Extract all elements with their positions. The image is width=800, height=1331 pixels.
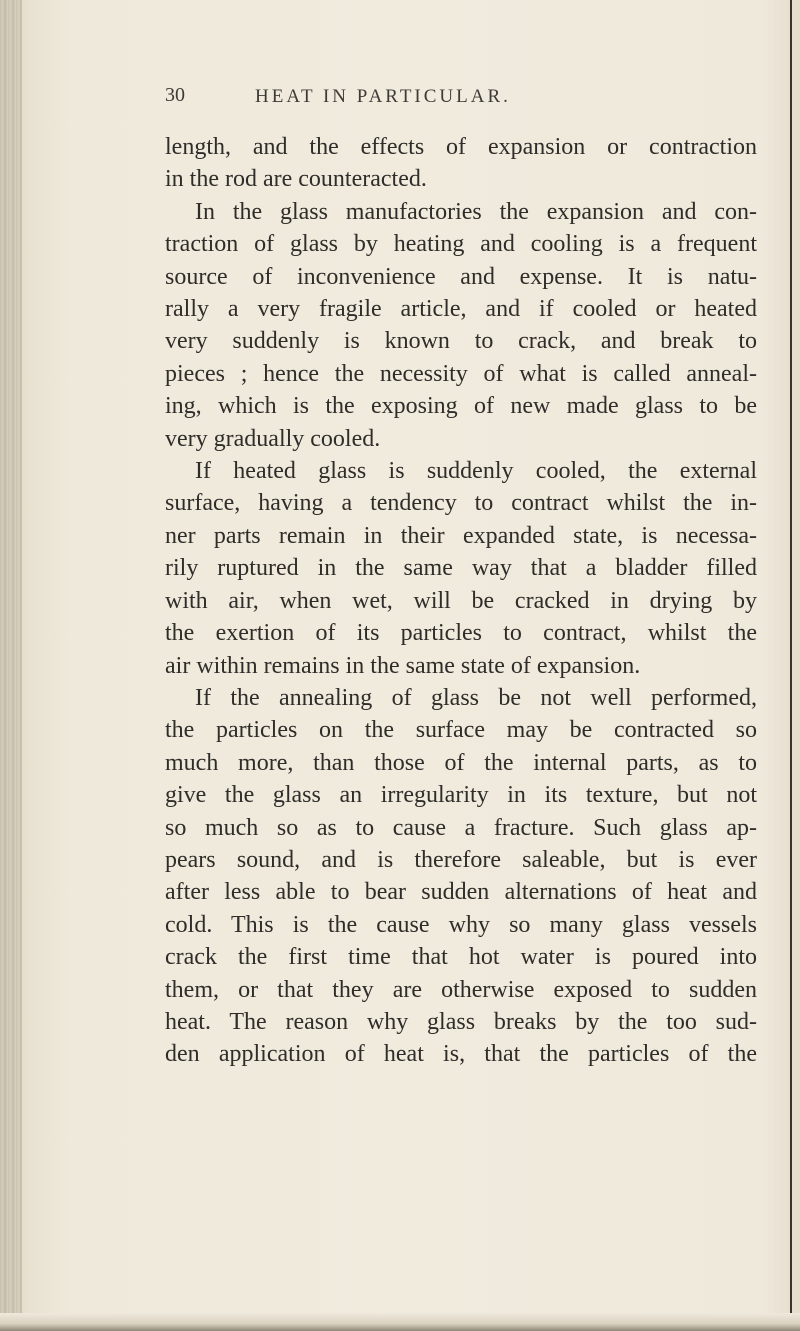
text-line: ing, which is the exposing of new made glass to be <box>165 393 757 420</box>
text-line: give the glass an irregularity in its texture, but not <box>165 782 757 809</box>
text-line: very suddenly is known to crack, and break to <box>165 328 757 355</box>
text-line: air within remains in the same state of expansion. <box>165 652 641 679</box>
text-line: heat. The reason why glass breaks by the too sud- <box>165 1008 757 1035</box>
text-line: after less able to bear sudden alternations of heat and <box>165 879 757 906</box>
text-line: with air, when wet, will be cracked in drying by <box>165 587 757 614</box>
text-line: length, and the effects of expansion or contraction <box>165 134 757 160</box>
text-line: them, or that they are otherwise exposed to sudden <box>165 976 757 1003</box>
text-line: pieces ; hence the necessity of what is called anneal- <box>165 360 757 387</box>
page-bottom-edge <box>0 1313 800 1331</box>
text-line: ner parts remain in their expanded state, is necessa- <box>165 522 757 549</box>
text-line: much more, than those of the internal parts, as to <box>165 749 757 776</box>
text-line: cold. This is the cause why so many glass vessels <box>165 911 757 938</box>
binding-gutter <box>0 0 22 1331</box>
text-line: In the glass manufactories the expansion and con- <box>195 198 757 225</box>
text-line: pears sound, and is therefore saleable, but is ever <box>165 846 757 873</box>
text-line: If heated glass is suddenly cooled, the external <box>195 458 757 485</box>
text-line: very gradually cooled. <box>165 425 381 452</box>
page-edge <box>790 0 792 1331</box>
text-line: traction of glass by heating and cooling is a frequent <box>165 231 757 258</box>
text-line: rally a very fragile article, and if cooled or heated <box>165 296 757 323</box>
text-line: source of inconvenience and expense. It is natu- <box>165 263 757 290</box>
text-line: rily ruptured in the same way that a bladder filled <box>165 555 757 582</box>
text-line: den application of heat is, that the particles of the <box>165 1041 757 1068</box>
text-line: crack the first time that hot water is poured into <box>165 944 757 971</box>
text-line: If the annealing of glass be not well performed, <box>195 684 757 711</box>
body-text <box>165 131 757 1071</box>
text-line: surface, having a tendency to contract whilst the in- <box>165 490 757 517</box>
text-line: the particles on the surface may be contracted so <box>165 717 757 744</box>
page-number: 30 <box>165 84 185 106</box>
text-line: in the rod are counteracted. <box>165 166 427 193</box>
running-head: HEAT IN PARTICULAR. <box>255 86 511 107</box>
text-line: so much so as to cause a fracture. Such glass ap- <box>165 814 757 841</box>
text-line: the exertion of its particles to contract, whilst the <box>165 620 757 647</box>
